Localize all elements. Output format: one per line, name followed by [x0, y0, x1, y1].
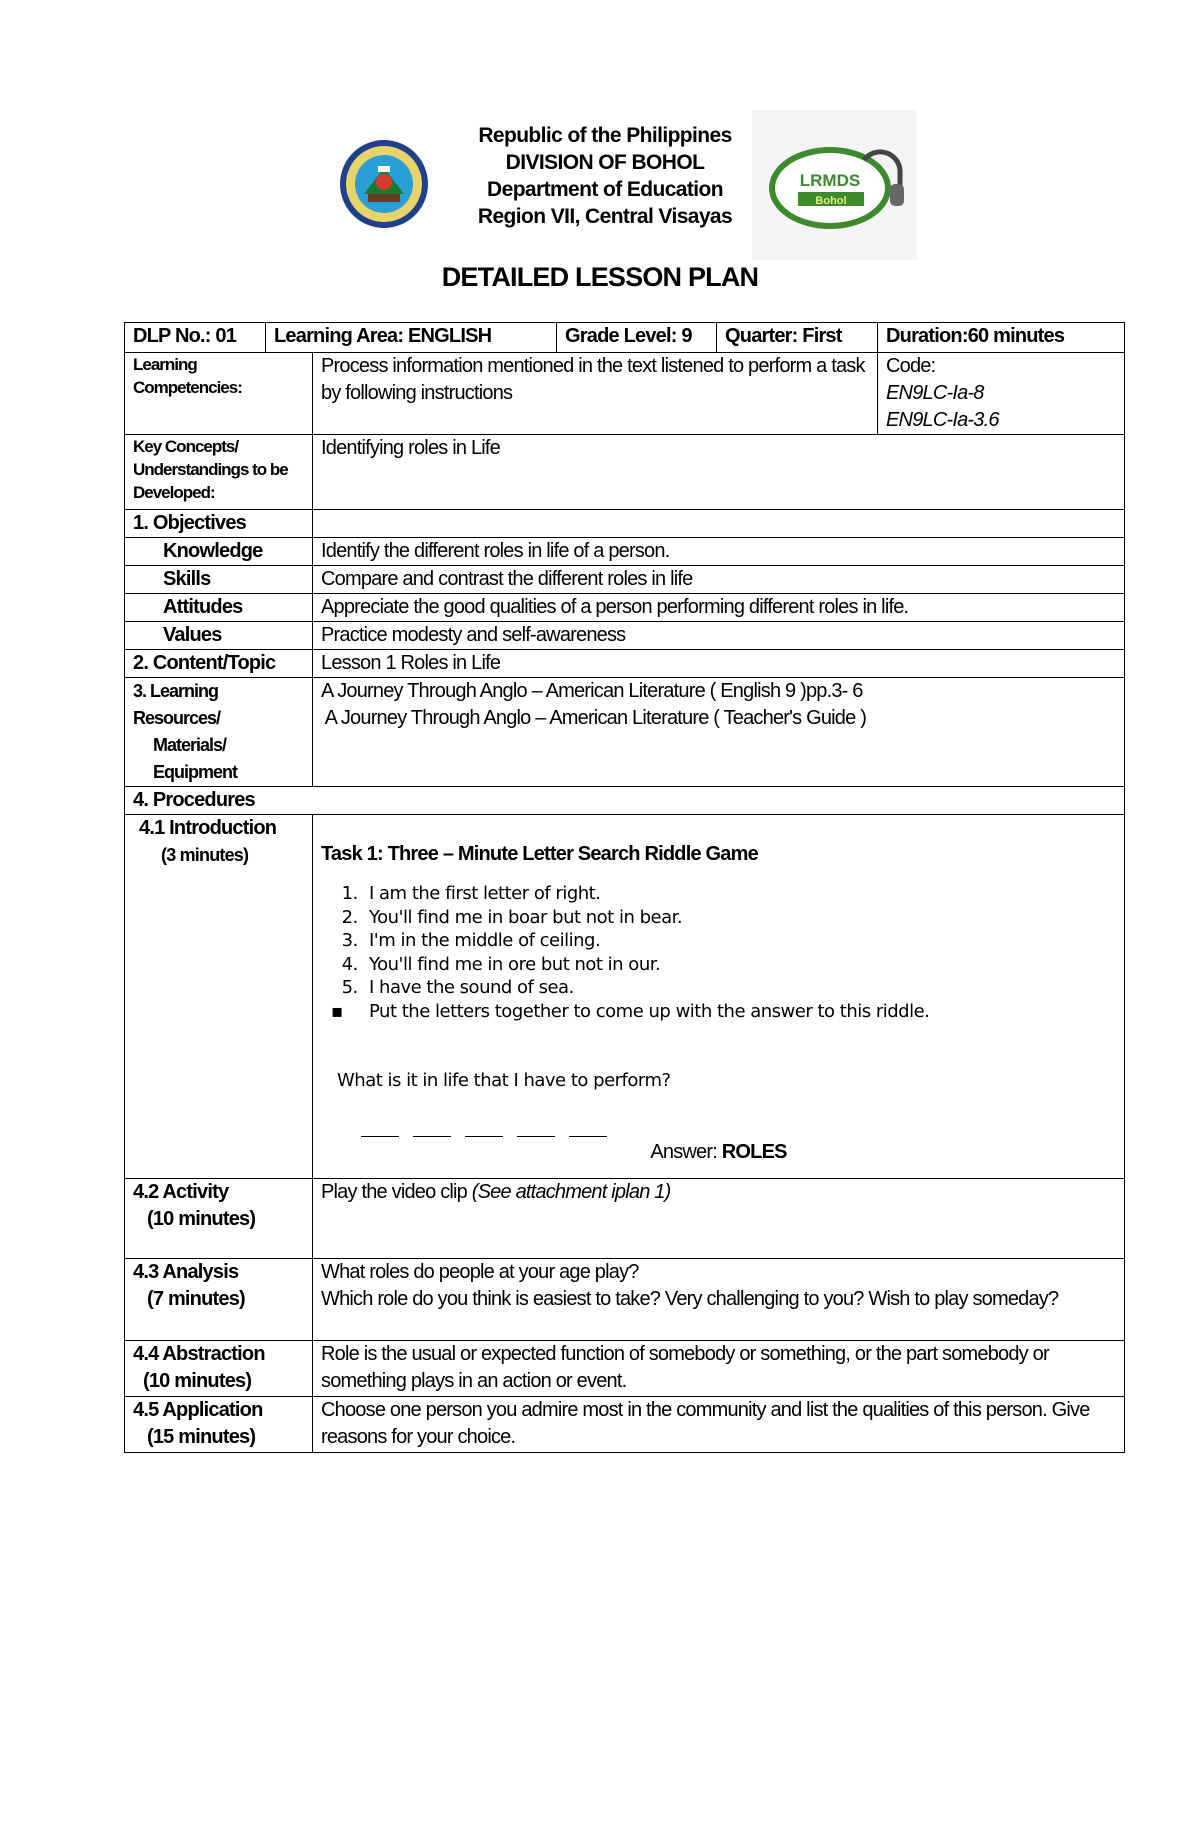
analysis-title: 4.3 Analysis [133, 1261, 239, 1283]
activity-instruction: Play the video clip [321, 1181, 472, 1203]
riddle-instruction: Put the letters together to come up with the answer to this riddle. [369, 1000, 930, 1022]
key-concepts-label-line: Developed: [133, 483, 215, 502]
answer-blank [517, 1136, 555, 1137]
answer-blank [361, 1136, 399, 1137]
objective-row [125, 538, 1125, 566]
code-label: Code: [886, 355, 936, 377]
answer-blank [465, 1136, 503, 1137]
application-label [125, 1397, 313, 1453]
riddle-item: 3. I'm in the middle of ceiling. [363, 929, 1116, 953]
procedures-label: 4. Procedures [125, 787, 1125, 815]
objective-row [125, 566, 1125, 594]
analysis-question: Which role do you think is easiest to take? Very challenging to you? Wish to play someday? [321, 1288, 1059, 1310]
activity-attachment: (See attachment iplan 1) [471, 1181, 671, 1203]
resources-label-line: 3. Learning Resources/ [133, 681, 221, 728]
activity-text [313, 1179, 1125, 1259]
quarter: Quarter: First [717, 323, 878, 353]
document-header [0, 110, 1200, 260]
riddle-list [321, 882, 1116, 1093]
answer-line [321, 1139, 1116, 1166]
application-time: (15 minutes) [147, 1426, 256, 1448]
competencies-label: Learning Competencies: [125, 353, 313, 435]
objective-row [125, 622, 1125, 650]
introduction-label [125, 815, 313, 1179]
objective-text-values: Practice modesty and self-awareness [313, 622, 1125, 650]
riddle-instruction-row [321, 1000, 1116, 1024]
header-line-region: Region VII, Central Visayas [477, 205, 733, 228]
resources-label [125, 678, 313, 787]
answer-label: Answer: [650, 1140, 722, 1163]
key-concepts-label-line: Key Concepts/ [133, 437, 239, 456]
analysis-time: (7 minutes) [147, 1288, 245, 1310]
answer-blank [413, 1136, 451, 1137]
objective-row [125, 594, 1125, 622]
lesson-plan-table [124, 322, 1125, 1453]
resources-label-line: Materials/ Equipment [153, 735, 237, 782]
dlp-number: DLP No.: 01 [125, 323, 266, 353]
analysis-row [125, 1259, 1125, 1341]
objectives-empty [313, 510, 1125, 538]
competency-codes [878, 353, 1125, 435]
riddle-item: 5. I have the sound of sea. [363, 976, 1116, 1000]
objectives-row [125, 510, 1125, 538]
objective-label-values: Values [125, 622, 313, 650]
lrmds-logo-subtext: Bohol [815, 195, 847, 207]
riddle-question: What is it in life that I have to perform? [337, 1070, 671, 1091]
key-concepts-text: Identifying roles in Life [313, 435, 1125, 510]
code-1: EN9LC-Ia-8 [886, 382, 984, 404]
task-title: Task 1: Three – Minute Letter Search Riddle Game [321, 843, 758, 865]
objective-label-attitudes: Attitudes [125, 594, 313, 622]
analysis-text [313, 1259, 1125, 1341]
content-text: Lesson 1 Roles in Life [313, 650, 1125, 678]
introduction-content [313, 815, 1125, 1179]
competencies-row [125, 353, 1125, 435]
resource-line: A Journey Through Anglo – American Literature ( English 9 )pp.3- 6 [321, 680, 863, 702]
content-label: 2. Content/Topic [125, 650, 313, 678]
header-line-department: Department of Education [487, 178, 723, 201]
abstraction-time: (10 minutes) [143, 1370, 252, 1392]
lrmds-logo-text: LRMDS [799, 171, 861, 190]
analysis-label [125, 1259, 313, 1341]
resources-row [125, 678, 1125, 787]
grade-level: Grade Level: 9 [557, 323, 717, 353]
activity-time: (10 minutes) [147, 1208, 256, 1230]
riddle-item: 1. I am the first letter of right. [363, 882, 1116, 906]
introduction-title: 4.1 Introduction [139, 817, 277, 839]
abstraction-row [125, 1341, 1125, 1397]
objective-label-knowledge: Knowledge [125, 538, 313, 566]
abstraction-label [125, 1341, 313, 1397]
learning-area: Learning Area: ENGLISH [266, 323, 557, 353]
objective-text-attitudes: Appreciate the good qualities of a person performing different roles in life. [313, 594, 1125, 622]
abstraction-text: Role is the usual or expected function of somebody or something, or the part somebody or something plays in an action or event. [313, 1341, 1125, 1397]
activity-title: 4.2 Activity [133, 1181, 229, 1203]
analysis-question: What roles do people at your age play? [321, 1261, 639, 1283]
answer-blanks [361, 1119, 1116, 1137]
header-line-republic: Republic of the Philippines [478, 124, 732, 147]
info-row [125, 323, 1125, 353]
code-2: EN9LC-Ia-3.6 [886, 409, 999, 431]
lrmds-logo-icon [752, 110, 917, 260]
resource-line: A Journey Through Anglo – American Literature ( Teacher's Guide ) [321, 707, 867, 729]
duration: Duration:60 minutes [878, 323, 1125, 353]
deped-seal-icon [338, 138, 430, 230]
header-address [440, 122, 770, 230]
activity-row [125, 1179, 1125, 1259]
objective-text-skills: Compare and contrast the different roles in life [313, 566, 1125, 594]
competencies-text: Process information mentioned in the text listened to perform a task by following instructions [313, 353, 878, 435]
abstraction-title: 4.4 Abstraction [133, 1343, 265, 1365]
application-row [125, 1397, 1125, 1453]
content-row [125, 650, 1125, 678]
key-concepts-label [125, 435, 313, 510]
introduction-row [125, 815, 1125, 1179]
answer-blank [569, 1136, 607, 1137]
introduction-time: (3 minutes) [161, 845, 249, 865]
activity-label [125, 1179, 313, 1259]
riddle-item: 4. You'll find me in ore but not in our. [363, 953, 1116, 977]
application-title: 4.5 Application [133, 1399, 263, 1421]
objective-text-knowledge: Identify the different roles in life of a person. [313, 538, 1125, 566]
application-text: Choose one person you admire most in the community and list the qualities of this person. Give reasons for your choice. [313, 1397, 1125, 1453]
objective-label-skills: Skills [125, 566, 313, 594]
key-concepts-row [125, 435, 1125, 510]
page-title: DETAILED LESSON PLAN [441, 262, 759, 292]
header-line-division: DIVISION OF BOHOL [505, 151, 705, 174]
key-concepts-label-line: Understandings to be [133, 460, 288, 479]
objectives-label: 1. Objectives [125, 510, 313, 538]
bullet-icon: ▪ [331, 1000, 343, 1022]
riddle-item: 2. You'll find me in boar but not in bear. [363, 906, 1116, 930]
procedures-row [125, 787, 1125, 815]
resources-text [313, 678, 1125, 787]
answer-value: ROLES [721, 1140, 787, 1163]
